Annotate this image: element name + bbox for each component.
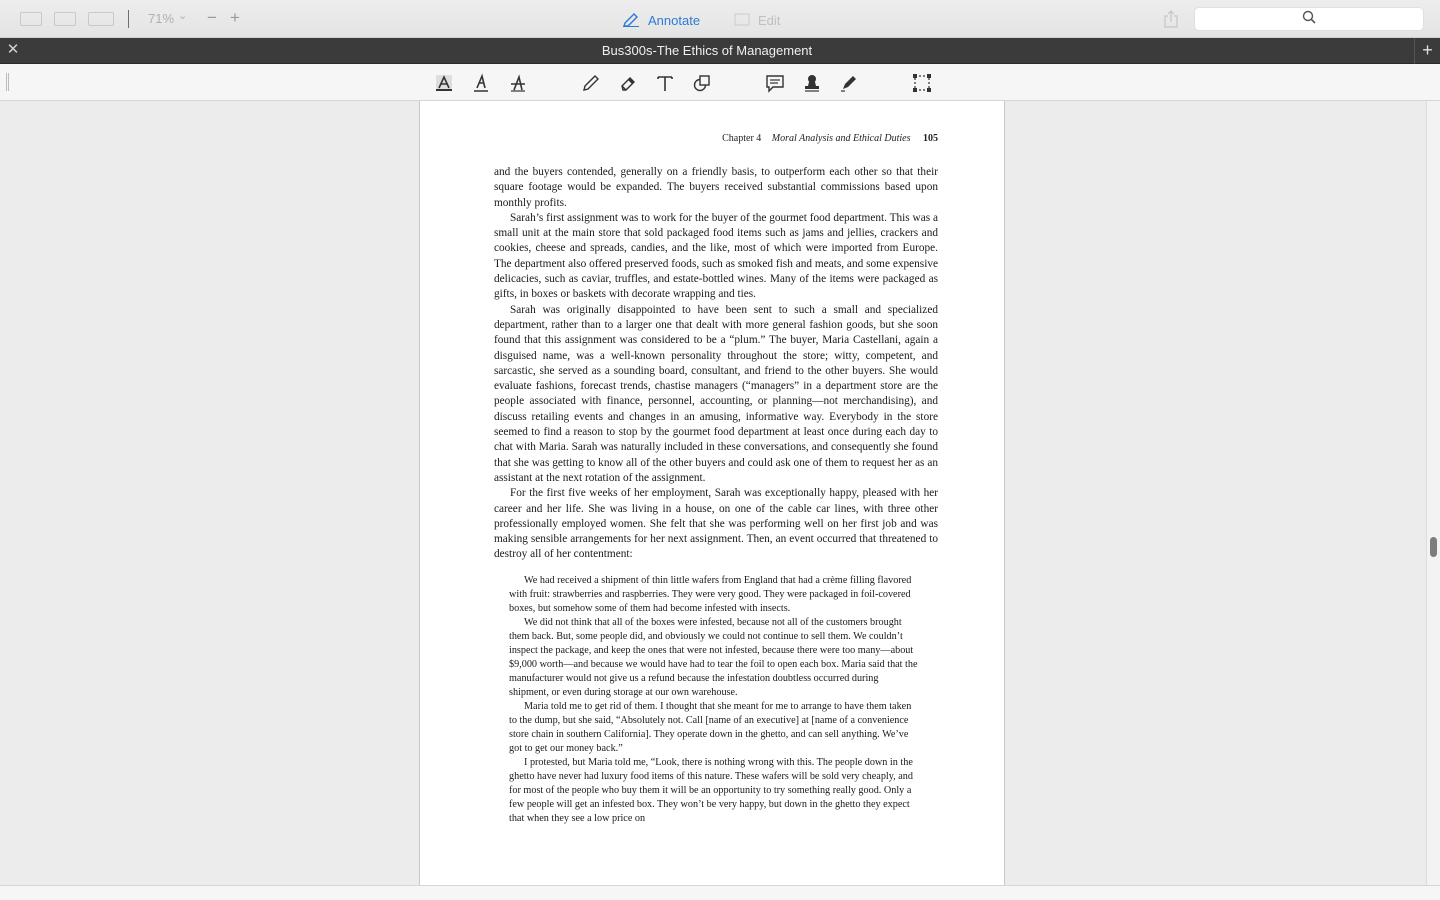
paragraph: Sarah was originally disappointed to have been sent to such a small and specialized department, rather than to a larger one that dealt with more general fashion goods, but she soon found that this assignment was considered to be a “plum.” The buyer, Maria Castellani, again a disguised name, was a well-known personality throughout the store; witty, competent, and sarcastic, she served as a sounding board, consultant, and friend to the other buyers. She would evaluate fashions, forecast trends, chastise managers (“managers” in a department store are the people associated with finance, personnel, accounting, or planning—not merchandising), and discuss retailing events and changes in an amusing, informative way. Everybody in the store seemed to find a reason to stop by the gourmet food department at least once during each day to chat with Maria. Sarah was naturally included in these conversations, and consequently she found that she was getting to know all of the other buyers and could ask one of them to request her as an assistant at the next rotation of the assignment. [494, 303, 938, 484]
annotation-toolbar [0, 64, 1440, 101]
pencil-tool-icon[interactable] [579, 71, 603, 95]
edit-mode-button[interactable] [734, 10, 780, 30]
quote-paragraph: We did not think that all of the boxes were infested, because not all of the customers brought them back. But, some people did, and obviously we could not continue to sell them. We couldn’t inspect the package, and keep the ones that were not infested, because there were too many—about $9,000 worth—and because we would have had to tear the foil to open each box. Maria said that the manufacturer would not give us a refund because the infestation doubtless occurred during shipment, or even during storage at our own warehouse. [509, 616, 918, 698]
two-page-layout-icon[interactable] [54, 12, 76, 26]
share-icon[interactable] [1163, 10, 1179, 28]
close-tab-button[interactable]: ✕ [6, 41, 20, 58]
chapter-label: Chapter 4 [722, 133, 762, 144]
note-tool-icon[interactable] [763, 71, 787, 95]
zoom-out-button[interactable]: − [207, 8, 217, 27]
zoom-level[interactable]: 71% [148, 11, 175, 26]
eraser-tool-icon[interactable] [616, 71, 640, 95]
text-strikethrough-icon[interactable] [506, 71, 530, 95]
search-icon [1302, 10, 1316, 29]
annotate-label: Annotate [648, 12, 701, 28]
quote-paragraph: Maria told me to get rid of them. I thought that she meant for me to arrange to have them taken to the dump, but she said, “Absolutely not. Call [name of an executive] at [name of a convenience store chain in southern California]. They operate down in the ghetto, and can sell anything. We’ve got to get our money back.” [509, 700, 912, 754]
document-title: Bus300s-The Ethics of Management [601, 43, 813, 58]
annotate-mode-button[interactable] [622, 10, 700, 30]
text-underline-icon[interactable] [469, 71, 493, 95]
scrollbar-thumb[interactable] [1430, 537, 1437, 557]
new-tab-button[interactable]: + [1414, 38, 1440, 64]
bottom-status-bar [0, 885, 1440, 900]
quote-paragraph: We had received a shipment of thin little wafers from England that had a crème filling flavored with fruit: strawberries and raspberries. They were very good. They were packaged in foil-covered boxes, but somehow some of them had become infested with insects. [509, 574, 912, 614]
single-page-layout-icon[interactable] [20, 12, 42, 26]
document-viewport[interactable] [0, 101, 1426, 885]
shapes-tool-icon[interactable] [690, 71, 714, 95]
sidebar-grip-icon[interactable] [6, 73, 9, 91]
search-input[interactable] [1194, 7, 1424, 31]
pdf-page[interactable] [419, 101, 1005, 885]
page-body [494, 165, 938, 826]
paragraph: and the buyers contended, generally on a friendly basis, to outperform each other so that their square footage would be expanded. The buyers received substantial commissions based upon monthly profits. [494, 166, 938, 209]
text-highlight-icon[interactable] [432, 71, 456, 95]
quote-paragraph: I protested, but Maria told me, “Look, there is nothing wrong with this. The people down in the ghetto have never had luxury food items of this nature. These wafers will be sold very cheaply, and for most of the people who buy them it will be an opportunity to try something really good. Only a few people will get an infested box. They won’t be very happy, but down in the ghetto they expect that when they see a low price on [509, 756, 913, 824]
chapter-title: Moral Analysis and Ethical Duties [771, 133, 911, 144]
block-quote [509, 574, 920, 826]
paragraph: For the first five weeks of her employment, Sarah was exceptionally happy, pleased with her career and her life. She was living in a house, on one of the cable car lines, with three other professionally employed women. She felt that she was performing well on her first job and was making sensible arrangements for her next assignment. Then, an event occurred that threatened to destroy all of her contentment: [494, 487, 938, 561]
pencil-icon [622, 11, 640, 30]
text-box-tool-icon[interactable] [653, 71, 677, 95]
top-toolbar [0, 0, 1440, 38]
toolbar-divider [128, 10, 129, 28]
stamp-tool-icon[interactable] [800, 71, 824, 95]
select-area-tool-icon[interactable] [910, 71, 934, 95]
vertical-scrollbar[interactable] [1426, 101, 1440, 885]
edit-icon [734, 12, 750, 29]
document-tab-bar [0, 38, 1440, 64]
signature-tool-icon[interactable] [837, 71, 861, 95]
running-header [722, 133, 938, 144]
scroll-layout-icon[interactable] [88, 12, 114, 26]
zoom-in-button[interactable]: + [230, 8, 240, 27]
paragraph: Sarah’s first assignment was to work for the buyer of the gourmet food department. This was a small unit at the main store that sold packaged food items such as jams and jellies, crackers and cookies, cheese and spreads, candies, and the like, most of which were imported from Europe. The department also offered preserved foods, such as smoked fish and meats, and some expensive delicacies, such as caviar, truffles, and estate-bottled wines. Many of the items were packaged as gifts, in boxes or baskets with decorate wrapping and ties. [494, 211, 938, 301]
page-number: 105 [923, 133, 938, 144]
chevron-down-icon[interactable]: ⌄ [178, 10, 188, 22]
edit-label: Edit [758, 12, 781, 28]
